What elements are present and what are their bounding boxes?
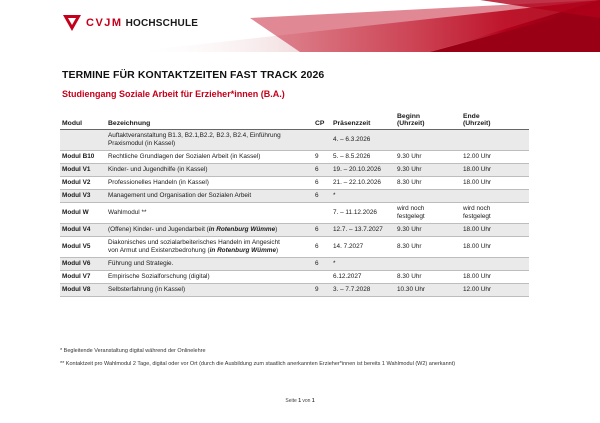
ende-line-a: 18.00 Uhr [463, 243, 492, 251]
header-beginn-sub: (Uhrzeit) [397, 120, 425, 127]
bezeichnung-close: ) [275, 226, 278, 234]
bezeichnung-line-a: (Offene) Kinder- und Jugendarbeit ( [108, 226, 209, 234]
cell-beginn [395, 130, 461, 151]
cell-praesenzzeit: 19. – 20.10.2026 [331, 164, 395, 177]
header-beginn-label: Beginn [397, 113, 421, 120]
beginn-line-a: 9.30 Uhr [397, 166, 422, 174]
header-cp: CP [313, 113, 331, 130]
bezeichnung-line-a: Management und Organisation der Sozialen Arbeit [108, 192, 252, 200]
page-current: 1 [298, 398, 301, 404]
cell-cp: 6 [313, 164, 331, 177]
cell-cp: 6 [313, 258, 331, 271]
cell-modul: Modul V2 [60, 177, 106, 190]
cell-ende [461, 271, 529, 284]
footnote-2: ** Kontaktzeit pro Wahlmodul 2 Tage, digital oder vor Ort (durch die Ausbildung zum staatlich anerkannten Erzieher*innen ist bereits 1 Wahlmodul (W2) anerkannt) [60, 361, 456, 367]
table-row [60, 130, 529, 151]
cell-praesenzzeit: 3. – 7.7.2028 [331, 284, 395, 297]
cell-beginn [395, 190, 461, 203]
logo-hochschule: HOCHSCHULE [125, 17, 199, 29]
footnote-1: * Begleitende Veranstaltung digital während der Onlinelehre [60, 348, 206, 354]
bezeichnung-close: ) [276, 247, 279, 254]
table-row [60, 190, 529, 203]
ende-line-a: 12.00 Uhr [463, 153, 492, 161]
bezeichnung-line-a: Auftaktveranstaltung B1.3, B2.1,B2.2, B2.3, B2.4, Einführung [108, 132, 281, 140]
cell-bezeichnung [106, 203, 313, 224]
bezeichnung-location: in Rotenburg Wümme [209, 247, 276, 254]
cell-praesenzzeit: 5. – 8.5.2026 [331, 151, 395, 164]
header-ende-label: Ende [463, 113, 480, 120]
cell-ende [461, 151, 529, 164]
bezeichnung-line-a: Führung und Strategie. [108, 260, 174, 268]
ende-line-a: 18.00 Uhr [463, 179, 492, 187]
cell-bezeichnung [106, 130, 313, 151]
beginn-line-a: 10.30 Uhr [397, 286, 426, 294]
table-row [60, 284, 529, 297]
ende-line-a: 18.00 Uhr [463, 226, 492, 234]
bezeichnung-line-a: Diakonisches und sozialarbeiterisches Handeln im Angesicht [108, 239, 280, 247]
table-header-row [60, 113, 529, 130]
cell-beginn [395, 164, 461, 177]
header-ende-sub: (Uhrzeit) [463, 120, 491, 127]
beginn-line-a: 8.30 Uhr [397, 179, 422, 187]
table-row [60, 203, 529, 224]
cell-cp: 6 [313, 224, 331, 237]
cell-praesenzzeit: 12.7. – 13.7.2027 [331, 224, 395, 237]
table-row [60, 224, 529, 237]
cell-praesenzzeit: 4. – 6.3.2026 [331, 130, 395, 151]
cvjm-triangle-icon [62, 13, 82, 33]
header-beginn [395, 113, 461, 130]
cell-praesenzzeit: 7. – 11.12.2026 [331, 203, 395, 224]
cell-modul: Modul V8 [60, 284, 106, 297]
cell-praesenzzeit: 14. 7.2027 [331, 237, 395, 258]
cell-cp: 9 [313, 284, 331, 297]
cell-cp [313, 271, 331, 284]
table-body [60, 130, 529, 297]
header-ende [461, 113, 529, 130]
ende-line-a: 18.00 Uhr [463, 273, 492, 281]
cell-modul: Modul V5 [60, 237, 106, 258]
table-row [60, 271, 529, 284]
cell-ende [461, 164, 529, 177]
bezeichnung-line-b: von Armut und Existenzbedrohung ( [108, 247, 210, 254]
cell-cp [313, 203, 331, 224]
cell-cp: 6 [313, 190, 331, 203]
ende-line-b: festgelegt [463, 213, 491, 220]
schedule-table [60, 113, 529, 297]
cell-beginn [395, 177, 461, 190]
cell-bezeichnung [106, 284, 313, 297]
document-title: TERMINE FÜR KONTAKTZEITEN FAST TRACK 2026 [62, 69, 325, 81]
beginn-line-a: 9.30 Uhr [397, 153, 422, 161]
page-of: von [302, 398, 311, 404]
ende-line-a: 18.00 Uhr [463, 166, 492, 174]
document-subtitle: Studiengang Soziale Arbeit für Erzieher*innen (B.A.) [62, 89, 285, 99]
header-praesenzzeit: Präsenzzeit [331, 113, 395, 130]
bezeichnung-line-a: Kinder- und Jugendhilfe (in Kassel) [108, 166, 208, 174]
cell-modul: Modul V7 [60, 271, 106, 284]
cell-ende [461, 258, 529, 271]
cell-praesenzzeit: 6.12.2027 [331, 271, 395, 284]
cell-modul: Modul V3 [60, 190, 106, 203]
beginn-line-a: 8.30 Uhr [397, 243, 422, 251]
table-row [60, 237, 529, 258]
bezeichnung-line-a: Professionelles Handeln (in Kassel) [108, 179, 209, 187]
table-row [60, 258, 529, 271]
cell-modul: Modul B10 [60, 151, 106, 164]
cell-bezeichnung [106, 224, 313, 237]
cell-bezeichnung [106, 177, 313, 190]
cell-bezeichnung [106, 237, 313, 258]
bezeichnung-line-a: Rechtliche Grundlagen der Sozialen Arbeit (in Kassel) [108, 153, 261, 161]
logo [62, 12, 198, 34]
page-total: 1 [311, 398, 315, 404]
header-modul: Modul [60, 113, 106, 130]
bezeichnung-location: in Rotenburg Wümme [208, 226, 276, 234]
cell-ende [461, 237, 529, 258]
cell-beginn [395, 237, 461, 258]
cell-bezeichnung [106, 190, 313, 203]
cell-bezeichnung [106, 151, 313, 164]
cell-bezeichnung [106, 258, 313, 271]
header-bezeichnung: Bezeichnung [106, 113, 313, 130]
cell-ende [461, 203, 529, 224]
cell-cp: 6 [313, 237, 331, 258]
beginn-line-a: 9.30 Uhr [397, 226, 422, 234]
cell-ende [461, 284, 529, 297]
cell-beginn [395, 258, 461, 271]
cell-cp: 6 [313, 177, 331, 190]
cell-bezeichnung [106, 271, 313, 284]
cell-modul: Modul V6 [60, 258, 106, 271]
logo-cvjm: CVJM [86, 17, 123, 29]
table-row [60, 164, 529, 177]
cell-ende [461, 190, 529, 203]
table-row [60, 177, 529, 190]
cell-praesenzzeit: 21. – 22.10.2026 [331, 177, 395, 190]
bezeichnung-line-a: Wahlmodul ** [108, 209, 147, 217]
cell-ende [461, 177, 529, 190]
bezeichnung-line-a: Selbsterfahrung (in Kassel) [108, 286, 186, 294]
cell-modul [60, 130, 106, 151]
cell-praesenzzeit: * [331, 190, 395, 203]
cell-beginn [395, 224, 461, 237]
cell-modul: Modul V1 [60, 164, 106, 177]
cell-cp [313, 130, 331, 151]
cell-beginn [395, 271, 461, 284]
cell-praesenzzeit: * [331, 258, 395, 271]
cell-ende [461, 224, 529, 237]
page-label: Seite [285, 398, 297, 404]
cell-beginn [395, 284, 461, 297]
cell-ende [461, 130, 529, 151]
beginn-line-b: festgelegt [397, 213, 425, 220]
bezeichnung-line-b: Praxismodul (in Kassel) [108, 140, 176, 147]
cell-modul: Modul W [60, 203, 106, 224]
cell-beginn [395, 203, 461, 224]
cell-beginn [395, 151, 461, 164]
table-row [60, 151, 529, 164]
ende-line-a: 12.00 Uhr [463, 286, 492, 294]
bezeichnung-line-a: Empirische Sozialforschung (digital) [108, 273, 210, 281]
page-number [0, 398, 600, 404]
beginn-line-a: wird noch [397, 205, 425, 213]
cell-modul: Modul V4 [60, 224, 106, 237]
cell-bezeichnung [106, 164, 313, 177]
ende-line-a: wird noch [463, 205, 491, 213]
beginn-line-a: 8.30 Uhr [397, 273, 422, 281]
cell-cp: 9 [313, 151, 331, 164]
